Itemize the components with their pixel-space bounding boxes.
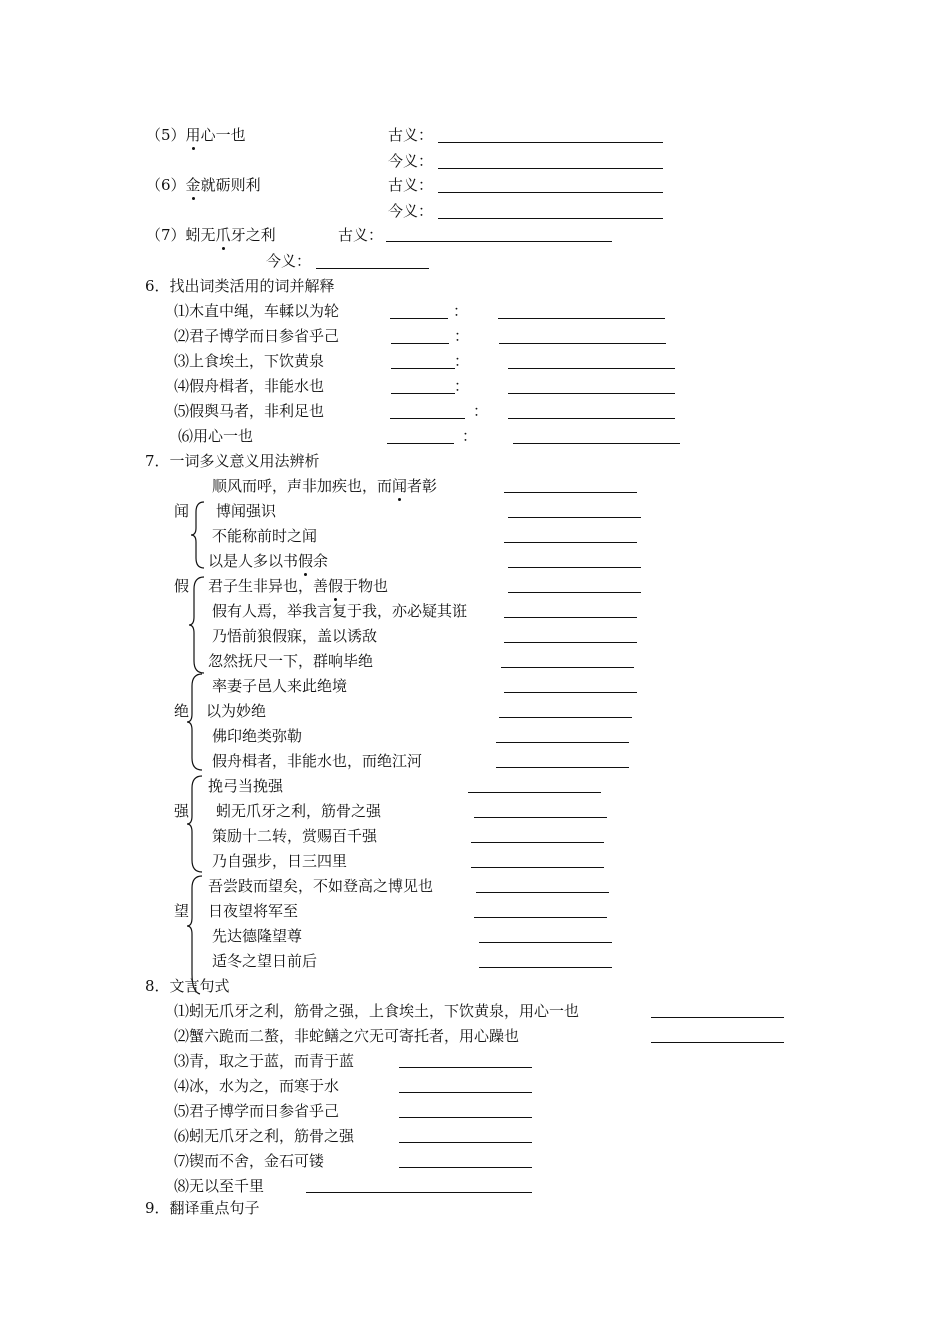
answer-line[interactable]: [471, 867, 604, 868]
s6-item: ⑹用心一也: [178, 427, 254, 445]
s8-item: ⑻无以至千里: [174, 1177, 265, 1195]
item-text: 蚓无: [185, 226, 216, 244]
s5-item-6: [146, 175, 261, 195]
s8-item: ⑺锲而不舍，金石可镂: [174, 1152, 325, 1170]
answer-line[interactable]: [501, 667, 634, 668]
gu-label: 古义：: [388, 176, 434, 194]
left-brace: [186, 672, 206, 772]
answer-line[interactable]: [468, 792, 601, 793]
answer-line[interactable]: [476, 892, 609, 893]
polysemy-word: 强: [174, 802, 190, 820]
colon: ：: [453, 302, 469, 320]
s8-item: ⑹蚓无爪牙之利，筋骨之强: [174, 1127, 355, 1145]
s8-item: ⑶青，取之于蓝，而青于蓝: [174, 1052, 355, 1070]
answer-line[interactable]: [479, 967, 612, 968]
usage-sentence: 以是人多以书假余: [208, 552, 329, 570]
word-line[interactable]: [390, 318, 448, 319]
usage-sentence: 博闻强识: [216, 502, 277, 520]
usage-sentence: 乃自强步，日三四里: [212, 852, 348, 870]
left-brace: [190, 500, 210, 570]
usage-sentence: 假舟楫者，非能水也，而绝江河: [212, 752, 423, 770]
answer-line[interactable]: [438, 218, 663, 219]
jin-label: 今义：: [388, 152, 434, 170]
usage-sentence: 挽弓当挽强: [208, 777, 284, 795]
word-line[interactable]: [390, 418, 465, 419]
answer-line[interactable]: [438, 168, 663, 169]
colon: ：: [454, 352, 470, 370]
answer-line[interactable]: [399, 1142, 532, 1143]
s5-item-7: [146, 225, 276, 245]
left-brace: [188, 575, 208, 675]
explanation-line[interactable]: [499, 343, 666, 344]
item-text: 心一也: [200, 126, 246, 144]
s5-item-5: [146, 125, 246, 145]
answer-line[interactable]: [316, 268, 429, 269]
colon: ：: [454, 377, 470, 395]
answer-line[interactable]: [474, 817, 607, 818]
answer-line[interactable]: [504, 492, 637, 493]
answer-line[interactable]: [474, 917, 607, 918]
usage-sentence: 顺风而呼，声非加疾也，而闻者彰: [212, 477, 438, 495]
answer-line[interactable]: [399, 1067, 532, 1068]
answer-line[interactable]: [496, 742, 629, 743]
usage-sentence: 以为妙绝: [206, 702, 267, 720]
usage-sentence: 先达德隆望尊: [212, 927, 303, 945]
explanation-line[interactable]: [513, 443, 680, 444]
usage-sentence: 策励十二转，赏赐百千强: [212, 827, 378, 845]
s7-heading: 7．一词多义意义用法辨析: [145, 452, 320, 470]
usage-sentence: 率妻子邑人来此绝境: [212, 677, 348, 695]
answer-line[interactable]: [438, 142, 663, 143]
word-line[interactable]: [391, 368, 455, 369]
answer-line[interactable]: [651, 1017, 784, 1018]
answer-line[interactable]: [306, 1192, 532, 1193]
answer-line[interactable]: [471, 842, 604, 843]
explanation-line[interactable]: [508, 368, 675, 369]
s8-item: ⑸君子博学而日参省乎己: [174, 1102, 340, 1120]
s6-item: ⑵君子博学而日参省乎己: [174, 327, 340, 345]
colon: ：: [454, 327, 470, 345]
dotted-char: 爪: [215, 226, 231, 244]
answer-line[interactable]: [399, 1167, 532, 1168]
usage-sentence: 适冬之望日前后: [212, 952, 318, 970]
answer-line[interactable]: [504, 642, 637, 643]
polysemy-word: 绝: [174, 702, 190, 720]
usage-sentence: 日夜望将军至: [208, 902, 299, 920]
colon: ：: [473, 402, 489, 420]
answer-line[interactable]: [508, 517, 641, 518]
word-line[interactable]: [391, 393, 455, 394]
s8-item: ⑷冰，水为之，而寒于水: [174, 1077, 340, 1095]
usage-sentence: 吾尝跂而望矣，不如登高之博见也: [208, 877, 434, 895]
item-text: 就砺则利: [200, 176, 261, 194]
answer-line[interactable]: [499, 717, 632, 718]
answer-line[interactable]: [399, 1117, 532, 1118]
s9-heading: 9．翻译重点句子: [145, 1199, 260, 1217]
dotted-char: 闻: [392, 477, 408, 495]
answer-line[interactable]: [496, 767, 629, 768]
answer-line[interactable]: [504, 542, 637, 543]
polysemy-word: 闻: [174, 502, 190, 520]
answer-line[interactable]: [386, 241, 612, 242]
answer-line[interactable]: [508, 567, 641, 568]
left-brace: [186, 774, 206, 874]
usage-sentence: 假有人焉，举我言复于我，亦必疑其诳: [212, 602, 468, 620]
dotted-char: 假: [328, 577, 344, 595]
item-number: （6）: [146, 176, 186, 194]
usage-sentence: 君子生非异也，善假于物也: [208, 577, 389, 595]
jin-label: 今义：: [266, 252, 312, 270]
answer-line[interactable]: [479, 942, 612, 943]
answer-line[interactable]: [504, 617, 637, 618]
answer-line[interactable]: [399, 1092, 532, 1093]
word-line[interactable]: [391, 343, 449, 344]
s8-item: ⑵蟹六跪而二螯，非蛇鳝之穴无可寄托者，用心躁也: [174, 1027, 520, 1045]
explanation-line[interactable]: [498, 318, 665, 319]
gu-label: 古义：: [338, 226, 384, 244]
answer-line[interactable]: [508, 592, 641, 593]
item-number: （7）: [146, 226, 186, 244]
colon: ：: [462, 427, 478, 445]
answer-line[interactable]: [651, 1042, 784, 1043]
item-text: 牙之利: [230, 226, 276, 244]
s8-heading: 8．文言句式: [145, 977, 230, 995]
dotted-char: 用: [185, 126, 201, 144]
polysemy-word: 望: [174, 902, 190, 920]
explanation-line[interactable]: [508, 393, 675, 394]
jin-label: 今义：: [388, 202, 434, 220]
gu-label: 古义：: [388, 126, 434, 144]
dotted-char: 假: [298, 552, 314, 570]
answer-line[interactable]: [438, 192, 663, 193]
s6-item: ⑸假舆马者，非利足也: [174, 402, 325, 420]
usage-sentence: 乃悟前狼假寐，盖以诱敌: [212, 627, 378, 645]
s6-item: ⑶上食埃土，下饮黄泉: [174, 352, 325, 370]
s6-item: ⑴木直中绳，车輮以为轮: [174, 302, 340, 320]
s6-heading: 6．找出词类活用的词并解释: [145, 277, 335, 295]
item-number: （5）: [146, 126, 186, 144]
polysemy-word: 假: [174, 577, 190, 595]
usage-sentence: 不能称前时之闻: [212, 527, 318, 545]
usage-sentence: 忽然抚尺一下，群响毕绝: [208, 652, 374, 670]
s6-item: ⑷假舟楫者，非能水也: [174, 377, 325, 395]
s8-item: ⑴蚓无爪牙之利，筋骨之强，上食埃土，下饮黄泉，用心一也: [174, 1002, 580, 1020]
usage-sentence: 蚓无爪牙之利，筋骨之强: [216, 802, 382, 820]
dotted-char: 金: [185, 176, 201, 194]
answer-line[interactable]: [504, 692, 637, 693]
usage-sentence: 佛印绝类弥勒: [212, 727, 303, 745]
explanation-line[interactable]: [508, 418, 675, 419]
word-line[interactable]: [387, 443, 454, 444]
